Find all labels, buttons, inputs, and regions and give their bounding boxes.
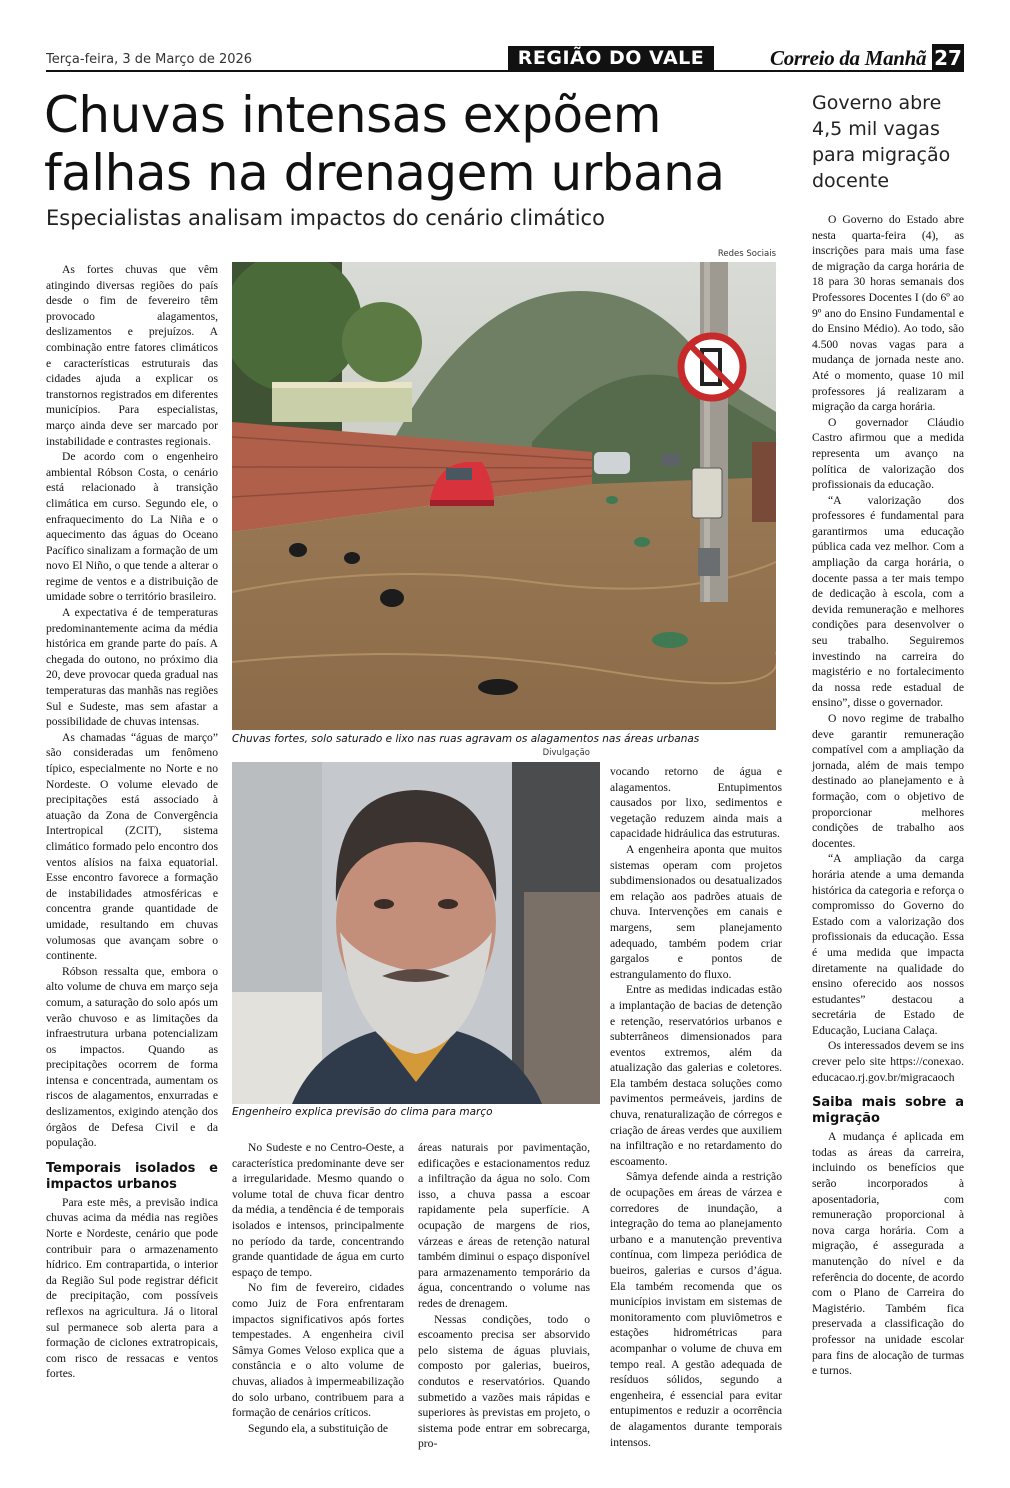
paragraph: Segundo ela, a substituição de — [248, 1421, 389, 1435]
photo-caption: Engenheiro explica previsão do clima para março — [232, 1106, 493, 1118]
section-tag: REGIÃO DO VALE — [508, 46, 714, 70]
article-headline: Chuvas intensas expõem falhas na drenagem urbana — [44, 86, 725, 202]
paragraph: O novo regime de trabalho deve garantir remuneração compatível com a ampliação da jornada, além de mais tempo destinado ao planejamento e à formação, com o objetivo de proporcionar melhores condições de trabalho aos docentes. — [812, 712, 964, 850]
page-number: 27 — [932, 44, 964, 72]
issue-date: Terça-feira, 3 de Março de 2026 — [46, 52, 253, 67]
paragraph: Para este mês, a previsão indica chuvas acima da média nas regiões Norte e Nordeste, cenário que pode contribuir para o armazenamento hídrico. Em contrapartida, o interior da Região Sul pode registrar déficit de precipitação, com possíveis reflexos na agricultura. Já o litoral sul permanece sob alerta para a formação de ciclones extratropicais, com risco de ressacas e ventos fortes. — [46, 1195, 218, 1381]
paragraph: Nessas condições, todo o escoamento precisa ser absorvido pelo sistema de águas pluviais, composto por galerias, bueiros, condutos e reservatórios. Quando submetido a vazões mais rápidas e superiores às previstas em projeto, o sistema pode entrar em sobrecarga, pro- — [418, 1312, 590, 1451]
paragraph: De acordo com o engenheiro ambiental Róbson Costa, o cenário está relacionado à transição climática em curso. Segundo ele, o enfraquecimento do La Niña e o aquecimento das águas do Oceano Pacífico sinalizam a formação de um novo El Niño, o que tende a alterar o regime de ventos e a distribuição de umidade sobre o território brasileiro. — [46, 450, 218, 604]
sidebar-column — [812, 212, 964, 1379]
paragraph: Róbson ressalta que, embora o alto volume de chuva em março seja comum, a saturação do solo após um verão chuvoso e as limitações da infraestrutura urbana potencializam os impactos. Quando as precipitações ocorrem de forma intensa e concentrada, aumentam os riscos de alagamentos, enxurradas e deslizamentos, exigindo atenção dos órgãos de Defesa Civil e da população. — [46, 964, 218, 1150]
article-subheadline: Especialistas analisam impactos do cenário climático — [46, 206, 605, 230]
article-column-2 — [232, 1140, 404, 1436]
paragraph: vocando retorno de água e alagamentos. Entupimentos causados por lixo, sedimentos e vegetação reduzem ainda mais a capacidade hidráulica das estruturas. — [610, 765, 782, 841]
paragraph: Os interessados devem se inscrever pelo site https://conexao.educacao.rj.gov.br/migracaoch — [812, 1039, 964, 1084]
paragraph: A expectativa é de temperaturas predominantemente acima da média histórica em grande parte do país. A chegada do outono, no próximo dia 20, deve provocar queda gradual nas temperaturas das manhãs nas regiões Sul e Sudeste, mas sem afastar a possibilidade de chuvas intensas. — [46, 606, 218, 729]
no-parking-sign-icon — [681, 336, 743, 398]
photo-caption: Chuvas fortes, solo saturado e lixo nas ruas agravam os alagamentos nas áreas urbanas — [232, 733, 700, 745]
sidebar-headline: Governo abre 4,5 mil vagas para migração docente — [812, 92, 951, 192]
section-heading: Temporais isolados e impactos urbanos — [46, 1160, 218, 1192]
paragraph: A mudança é aplicada em todas as áreas da carreira, incluindo os benefícios que serão incorporados à aposentadoria, com remuneração proporcional à nova carga horária. Com a migração, é assegurada a manutenção do nível e da referência do docente, de acordo com o Plano de Carreira do Magistério. Também fica preservada a classificação do professor na unidade escolar para fins de alocação de turmas e turnos. — [812, 1130, 964, 1378]
paragraph: O Governo do Estado abre nesta quarta-feira (4), as inscrições para mais uma fase de migração da carga horária de 18 para 30 horas semanais dos Professores Docentes I (do 6º ao 9º ano do Ensino Fundamental e do Ensino Médio). Ao todo, são 4.500 novas vagas para a mudança de jornada neste ano. Até o momento, quase 10 mil professores já realizaram a migração da carga horária. — [812, 213, 964, 414]
article-column-4 — [610, 764, 782, 1450]
paragraph: Sâmya defende ainda a restrição de ocupações em áreas de várzea e corredores de inundação, a integração do tema ao planejamento urbano e a manutenção preventiva contínua, com limpeza periódica de bueiros, galerias e cursos d’água. Ela também recomenda que os municípios invistam em sistemas de monitoramento com pluviômetros e estações hidrométricas para acompanhar o volume de chuva em tempo real. A gestão adequada de resíduos sólidos, segundo a engenheira, é essencial para evitar entupimentos e reduzir a ocorrência de alagamentos durante temporais intensos. — [610, 1170, 782, 1449]
flood-street-photo — [232, 262, 776, 730]
paragraph: As fortes chuvas que vêm atingindo diversas regiões do país desde o fim de fevereiro têm provocado alagamentos, deslizamentos e prejuízos. A combinação entre fatores climáticos e características estruturais das cidades ajuda a explicar os transtornos registrados em diferentes municípios. Para especialistas, março ainda deve ser marcado por instabilidade e contrastes regionais. — [46, 263, 218, 448]
masthead-logo: Correio da Manhã — [770, 46, 927, 70]
paragraph: áreas naturais por pavimentação, edificações e estacionamentos reduz a infiltração da água no solo. Com isso, a chuva passa a escoar rapidamente pela superfície. A ocupação de margens de rios, várzeas e áreas de retenção natural também diminui o espaço disponível para armazenamento temporário da água, concentrando o volume nas redes de drenagem. — [418, 1141, 590, 1310]
paragraph: A engenheira aponta que muitos sistemas operam com projetos subdimensionados ou desatualizados em relação aos padrões atuais de chuva. Intervenções em canais e margens, sem planejamento adequado, também podem criar gargalos e pontos de estrangulamento do fluxo. — [610, 842, 782, 981]
paragraph: Entre as medidas indicadas estão a implantação de bacias de detenção e retenção, reservatórios urbanos e subterrâneos dimensionados para eventos extremos, além da atualização das galerias e coletores. Ela também destaca soluções como pavimentos permeáveis, jardins de chuva, renaturalização de córregos e criação de áreas verdes que auxiliem na infiltração e no retardamento do escoamento. — [610, 983, 782, 1168]
paragraph: As chamadas “águas de março” são consideradas um fenômeno típico, especialmente no Norte e no Nordeste. O volume elevado de precipitações está associado à atuação da Zona de Convergência Intertropical (ZCIT), sistema climático formado pelo encontro dos ventos alísios na faixa equatorial. Esse encontro favorece a formação de instabilidades atmosféricas e concentra grande quantidade de umidade, resultando em chuvas volumosas que avançam sobre o continente. — [46, 730, 218, 963]
paragraph: “A ampliação da carga horária atende a uma demanda histórica da categoria e reforça o compromisso do Governo do Estado com a valorização dos profissionais da educação. Essa é uma medida que impacta diretamente na qualidade do ensino oferecido aos nossos estudantes” destacou a secretária de Estado de Educação, Luciana Calaça. — [812, 852, 964, 1037]
photo-credit: Divulgação — [542, 748, 590, 758]
article-column-3 — [418, 1140, 590, 1452]
engineer-portrait-photo — [232, 762, 600, 1104]
paragraph: “A valorização dos professores é fundamental para garantirmos uma educação pública cada vez melhor. Com a ampliação da carga horária, o docente passa a ter mais tempo de dedicação à escola, com a devida remuneração e melhores condições para desenvolver o seu trabalho. Seguiremos investindo na carreira do magistério e no fortalecimento da nossa rede estadual de ensino”, disse o governador. — [812, 493, 964, 710]
paragraph: No Sudeste e no Centro-Oeste, a característica predominante deve ser a irregularidade. Mesmo quando o volume total de chuva ficar dentro da média, a tendência é de temporais isolados e intensos, principalmente no período da tarde, concentrando grande quantidade de água em curto espaço de tempo. — [232, 1141, 404, 1279]
header-divider — [46, 70, 962, 72]
sidebar-subheading: Saiba mais sobre a migração — [812, 1095, 964, 1127]
paragraph: O governador Cláudio Castro afirmou que a medida representa um avanço na política de valorização dos profissionais da educação. — [812, 415, 964, 492]
paragraph: No fim de fevereiro, cidades como Juiz de Fora enfrentaram impactos significativos após fortes tempestades. A engenheira civil Sâmya Gomes Veloso explica que a constância e o alto volume de chuvas, aliados à impermeabilização do solo urbano, contribuem para a formação de cenários críticos. — [232, 1281, 404, 1420]
photo-credit: Redes Sociais — [717, 249, 776, 259]
article-column-1 — [46, 262, 218, 1382]
